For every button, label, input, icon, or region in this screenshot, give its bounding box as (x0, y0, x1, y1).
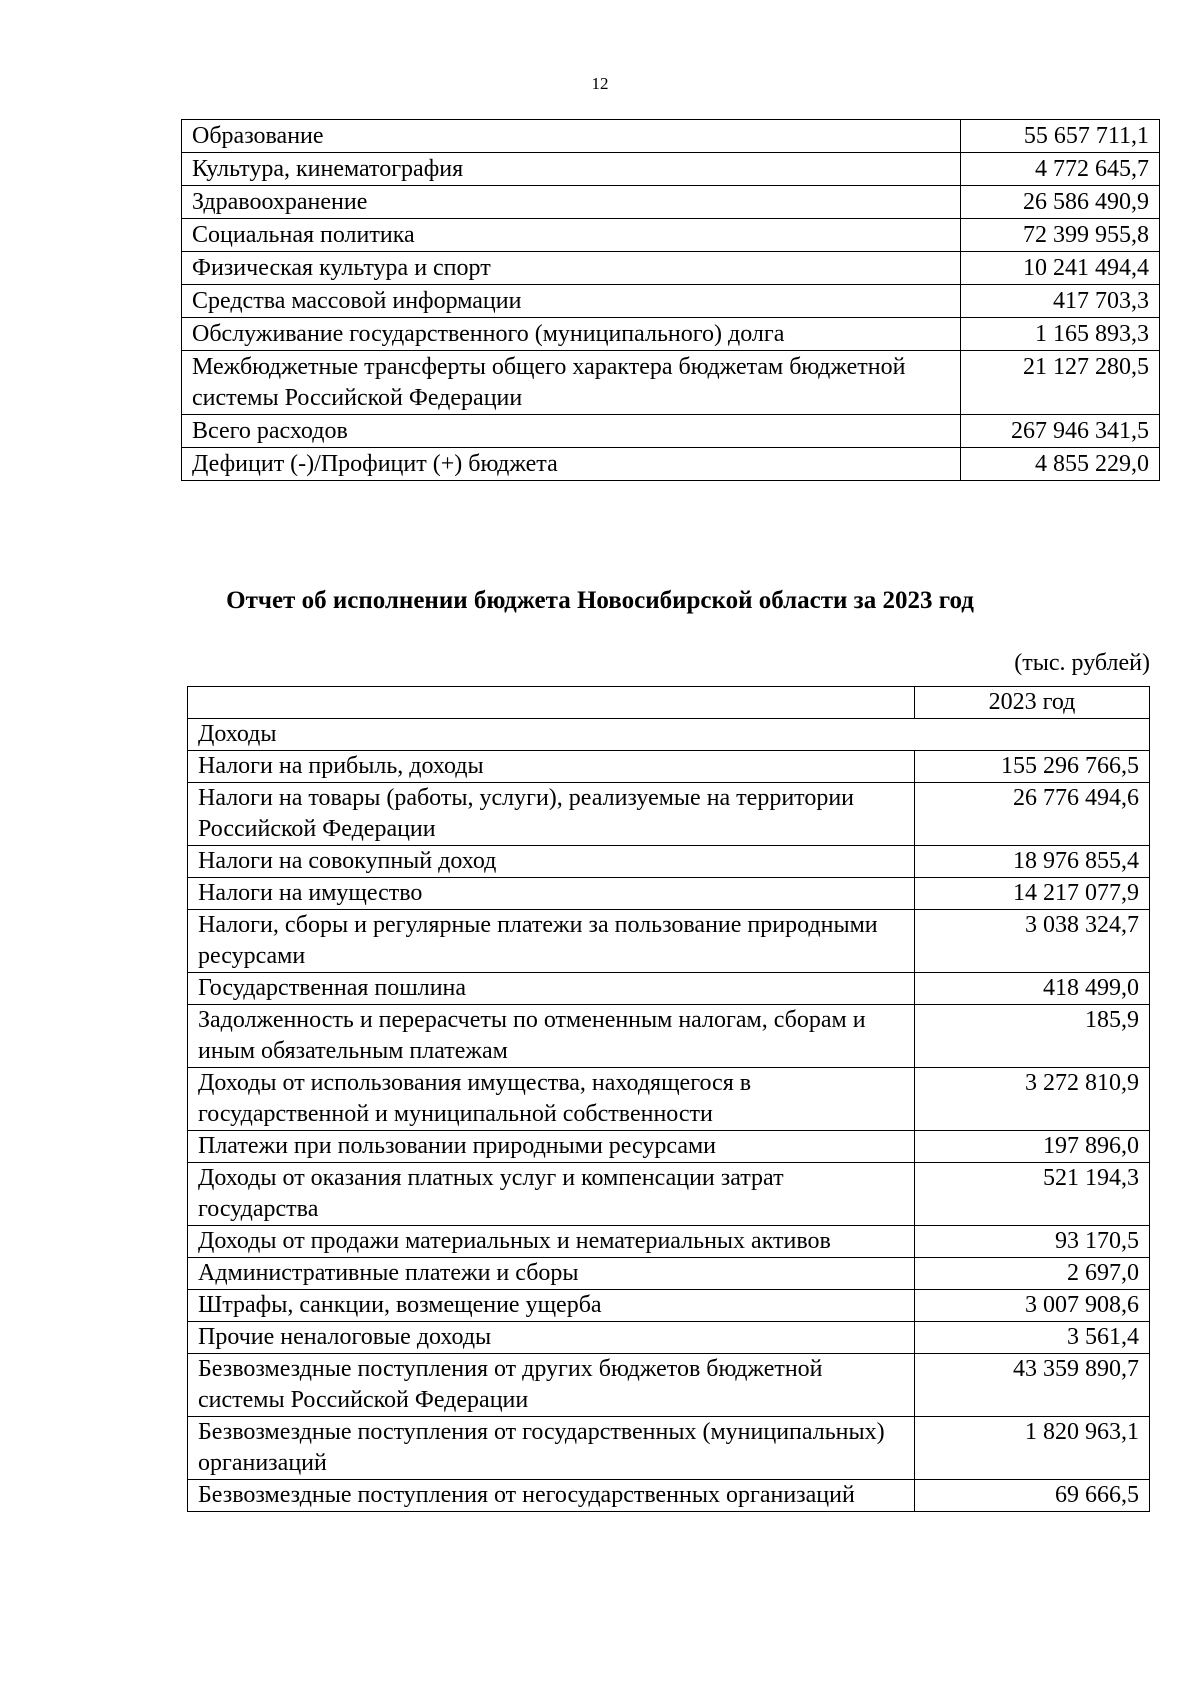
row-value: 26 586 490,9 (961, 186, 1160, 219)
table-row (188, 751, 1150, 783)
row-label: Доходы от оказания платных услуг и компенсации затрат государства (188, 1163, 915, 1226)
row-value: 3 038 324,7 (915, 910, 1150, 973)
row-label: Средства массовой информации (182, 285, 961, 318)
table-row (188, 1131, 1150, 1163)
income-table (187, 686, 1150, 1512)
table-row (182, 153, 1160, 186)
table-row (188, 846, 1150, 878)
page-number: 12 (591, 74, 609, 93)
row-value: 55 657 711,1 (961, 120, 1160, 153)
header-empty-cell (188, 687, 915, 719)
header-row (188, 687, 1150, 719)
row-value: 10 241 494,4 (961, 252, 1160, 285)
row-label: Налоги на прибыль, доходы (188, 751, 915, 783)
row-label: Обслуживание государственного (муниципального) долга (182, 318, 961, 351)
section-row (188, 719, 1150, 751)
table-row (188, 1163, 1150, 1226)
section-income-label: Доходы (188, 719, 1150, 751)
row-value: 72 399 955,8 (961, 219, 1160, 252)
table-row (182, 219, 1160, 252)
row-value: 69 666,5 (915, 1480, 1150, 1512)
row-label: Безвозмездные поступления от других бюджетов бюджетной системы Российской Федерации (188, 1354, 915, 1417)
table-row (188, 1290, 1150, 1322)
row-label: Платежи при пользовании природными ресурсами (188, 1131, 915, 1163)
row-label: Безвозмездные поступления от государственных (муниципальных) организаций (188, 1417, 915, 1480)
table-row (188, 1354, 1150, 1417)
row-label: Всего расходов (182, 415, 961, 448)
table-row (188, 1005, 1150, 1068)
table-row (188, 878, 1150, 910)
row-value: 155 296 766,5 (915, 751, 1150, 783)
row-value: 4 855 229,0 (961, 448, 1160, 481)
row-label: Государственная пошлина (188, 973, 915, 1005)
row-label: Задолженность и перерасчеты по отмененным налогам, сборам и иным обязательным платежам (188, 1005, 915, 1068)
row-value: 417 703,3 (961, 285, 1160, 318)
table-row (182, 448, 1160, 481)
row-label: Прочие неналоговые доходы (188, 1322, 915, 1354)
expense-table-body (182, 120, 1160, 481)
row-label: Дефицит (-)/Профицит (+) бюджета (182, 448, 961, 481)
row-label: Здравоохранение (182, 186, 961, 219)
table-row (182, 252, 1160, 285)
row-label: Безвозмездные поступления от негосударственных организаций (188, 1480, 915, 1512)
table-row (188, 973, 1150, 1005)
row-value: 3 561,4 (915, 1322, 1150, 1354)
table-row (182, 351, 1160, 415)
report-title: Отчет об исполнении бюджета Новосибирской области за 2023 год (226, 587, 974, 614)
table-row (188, 1322, 1150, 1354)
row-value: 418 499,0 (915, 973, 1150, 1005)
table-row (188, 1258, 1150, 1290)
row-value: 3 272 810,9 (915, 1068, 1150, 1131)
row-value: 3 007 908,6 (915, 1290, 1150, 1322)
row-value: 14 217 077,9 (915, 878, 1150, 910)
row-value: 21 127 280,5 (961, 351, 1160, 415)
row-label: Физическая культура и спорт (182, 252, 961, 285)
row-value: 267 946 341,5 (961, 415, 1160, 448)
row-value: 26 776 494,6 (915, 783, 1150, 846)
row-label: Налоги, сборы и регулярные платежи за пользование природными ресурсами (188, 910, 915, 973)
row-label: Социальная политика (182, 219, 961, 252)
row-label: Доходы от продажи материальных и нематериальных активов (188, 1226, 915, 1258)
row-value: 43 359 890,7 (915, 1354, 1150, 1417)
row-value: 521 194,3 (915, 1163, 1150, 1226)
row-label: Налоги на товары (работы, услуги), реализуемые на территории Российской Федерации (188, 783, 915, 846)
row-label: Штрафы, санкции, возмещение ущерба (188, 1290, 915, 1322)
expense-table (181, 119, 1160, 481)
table-row (188, 910, 1150, 973)
units-label: (тыс. рублей) (1014, 650, 1150, 676)
table-row (182, 186, 1160, 219)
row-label: Образование (182, 120, 961, 153)
row-value: 2 697,0 (915, 1258, 1150, 1290)
table-row (188, 1068, 1150, 1131)
table-row (188, 1480, 1150, 1512)
row-value: 185,9 (915, 1005, 1150, 1068)
row-label: Административные платежи и сборы (188, 1258, 915, 1290)
row-value: 93 170,5 (915, 1226, 1150, 1258)
table-row (182, 120, 1160, 153)
row-value: 18 976 855,4 (915, 846, 1150, 878)
row-label: Налоги на совокупный доход (188, 846, 915, 878)
row-value: 1 820 963,1 (915, 1417, 1150, 1480)
row-label: Межбюджетные трансферты общего характера бюджетам бюджетной системы Российской Федерации (182, 351, 961, 415)
table-row (182, 285, 1160, 318)
table-row (182, 318, 1160, 351)
table-row (188, 1417, 1150, 1480)
table-row (188, 1226, 1150, 1258)
year-header: 2023 год (915, 687, 1150, 719)
row-label: Налоги на имущество (188, 878, 915, 910)
income-table-body (188, 687, 1150, 1512)
row-value: 197 896,0 (915, 1131, 1150, 1163)
row-value: 1 165 893,3 (961, 318, 1160, 351)
table-row (182, 415, 1160, 448)
table-row (188, 783, 1150, 846)
row-label: Культура, кинематография (182, 153, 961, 186)
row-value: 4 772 645,7 (961, 153, 1160, 186)
row-label: Доходы от использования имущества, находящегося в государственной и муниципальной собственности (188, 1068, 915, 1131)
